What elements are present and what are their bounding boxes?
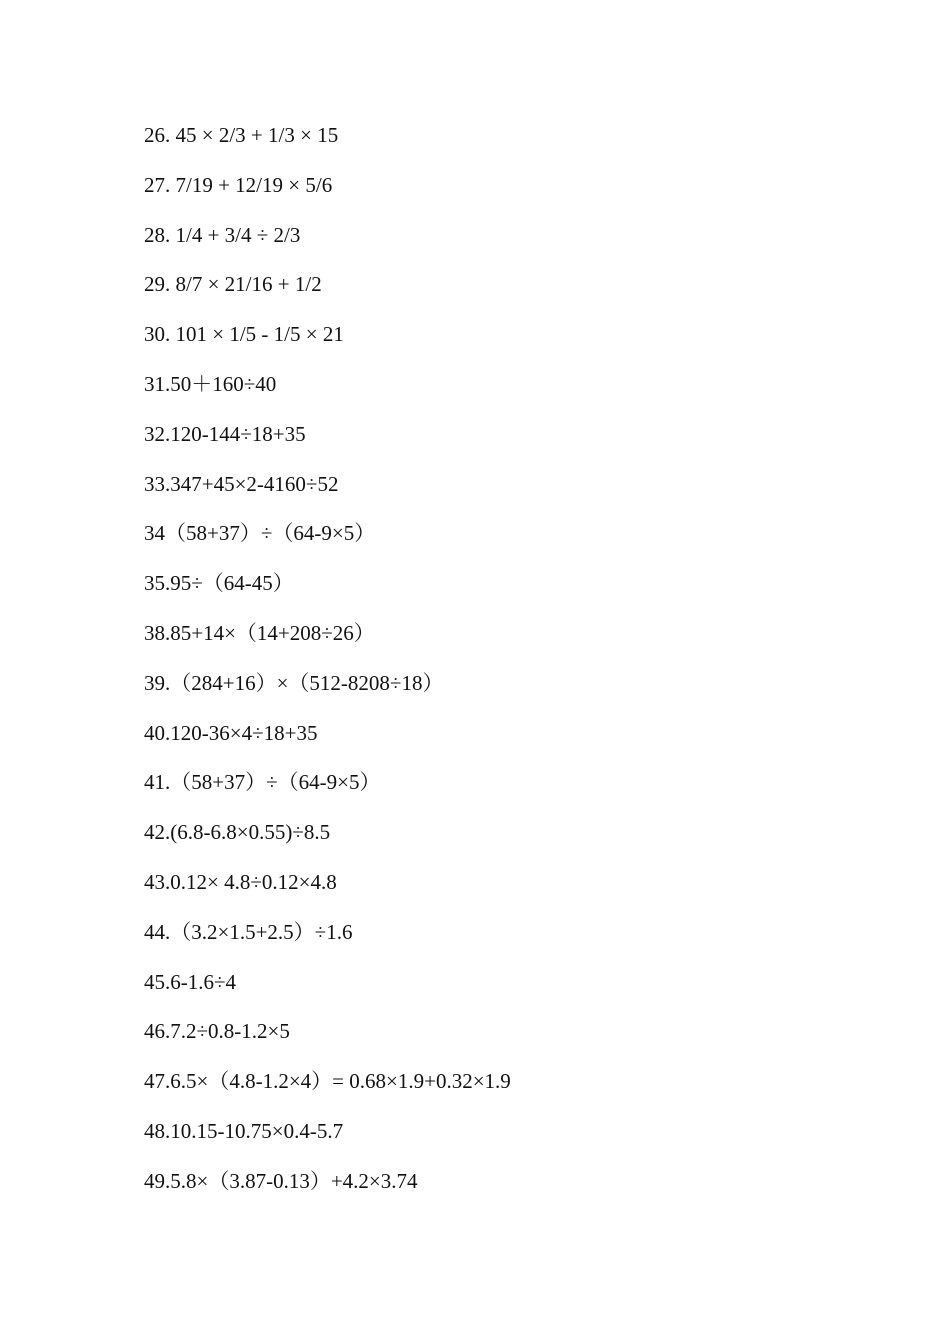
problem-41: 41.（58+37）÷（64-9×5） — [144, 770, 381, 795]
problem-48: 48.10.15-10.75×0.4-5.7 — [144, 1118, 344, 1143]
problem-32: 32.120-144÷18+35 — [144, 421, 306, 446]
problem-40: 40.120-36×4÷18+35 — [144, 720, 318, 745]
problem-26: 26. 45 × 2/3 + 1/3 × 15 — [144, 123, 339, 147]
problem-49: 49.5.8×（3.87-0.13）+4.2×3.74 — [144, 1168, 418, 1193]
problem-45: 45.6-1.6÷4 — [144, 969, 237, 994]
problem-42: 42.(6.8-6.8×0.55)÷8.5 — [144, 820, 331, 845]
problem-34: 34（58+37）÷（64-9×5） — [144, 521, 376, 546]
problem-38: 38.85+14×（14+208÷26） — [144, 620, 375, 645]
problem-29: 29. 8/7 × 21/16 + 1/2 — [144, 272, 322, 297]
problem-35: 35.95÷（64-45） — [144, 571, 294, 596]
problem-33: 33.347+45×2-4160÷52 — [144, 471, 339, 496]
problem-28: 28. 1/4 + 3/4 ÷ 2/3 — [144, 222, 301, 247]
problem-list — [144, 121, 511, 1217]
problem-27: 27. 7/19 + 12/19 × 5/6 — [144, 172, 333, 197]
problem-30: 30. 101 × 1/5 - 1/5 × 21 — [144, 322, 344, 347]
problem-39: 39.（284+16）×（512-8208÷18） — [144, 670, 444, 695]
problem-44: 44.（3.2×1.5+2.5）÷1.6 — [144, 919, 353, 944]
problem-31: 31.50＋160÷40 — [144, 371, 277, 396]
problem-47: 47.6.5×（4.8-1.2×4）= 0.68×1.9+0.32×1.9 — [144, 1069, 511, 1094]
problem-43: 43.0.12× 4.8÷0.12×4.8 — [144, 869, 337, 894]
problem-46: 46.7.2÷0.8-1.2×5 — [144, 1019, 290, 1044]
